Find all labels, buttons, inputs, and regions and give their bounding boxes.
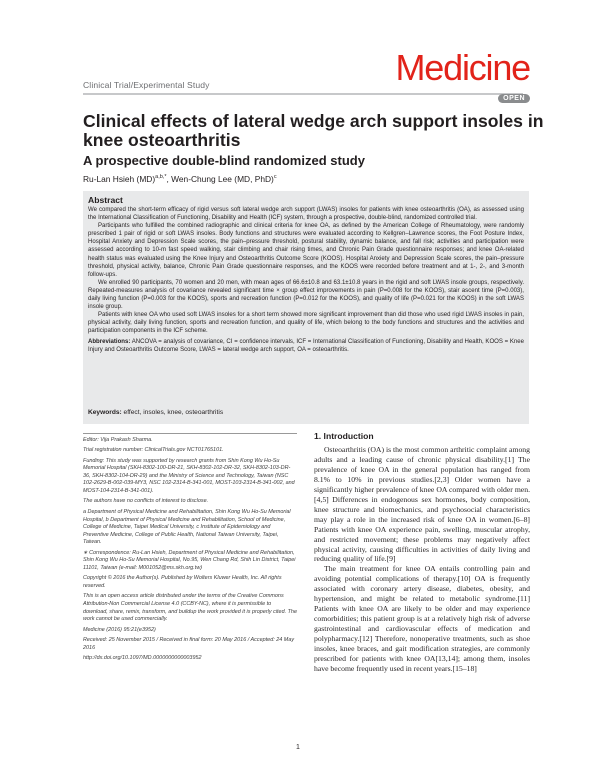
open-access-badge: OPEN (498, 94, 530, 103)
keywords-label: Keywords: (88, 409, 122, 416)
abbreviations-label: Abbreviations: (88, 338, 131, 345)
keywords-text: effect, insoles, knee, osteoarthritis (121, 409, 224, 416)
page-number: 1 (296, 744, 300, 751)
journal-brand (395, 47, 530, 102)
section-divider (83, 93, 523, 95)
article-subtitle: A prospective double-blind randomized study (83, 153, 365, 168)
author-affiliation-mark: c (273, 174, 277, 181)
abbreviations-text: ANCOVA = analysis of covariance, CI = confidence intervals, ICF = International Classification of Functioning, Disability and Health, KOOS = Knee Injury and Osteoarthritis Outcome Score, LWAS = lateral wedge arch support, OA = osteoarthritis. (88, 338, 524, 353)
abstract-paragraph: We compared the short-term efficacy of rigid versus soft lateral wedge arch support (LWAS) insoles for patients with knee osteoarthritis (OA), as assessed using the International Classification of Functioning, Disability and Health (ICF) system, through a prospective, double-blind, randomized controlled trial. (88, 207, 524, 222)
footnote-divider (83, 433, 297, 434)
abstract-box (83, 191, 529, 424)
abbreviations (88, 338, 524, 354)
author-list (83, 174, 277, 184)
abstract-heading: Abstract (88, 195, 123, 205)
body-column (314, 431, 530, 674)
author-name: , Wen-Chung Lee (MD, PhD) (166, 174, 274, 184)
footnote-license: This is an open access article distributed under the terms of the Creative Commons Attribution-Non Commercial License 4.0 (CCBY-NC), where it is permissible to download, share, remix, transform, and buildup the work provided it is properly cited. The work cannot be used commercially. (83, 593, 297, 623)
journal-logo: Medicine (395, 47, 530, 88)
article-title: Clinical effects of lateral wedge arch support insoles in knee osteoarthritis (83, 111, 544, 150)
footnote-trial: Trial registration number: ClinicalTrials.gov NCT01765101. (83, 447, 224, 454)
footnote-citation: Medicine (2016) 95:21(e3952) (83, 626, 156, 633)
footnote-copyright: Copyright © 2016 the Author(s). Published by Wolters Kluwer Health, Inc. All rights reserved. (83, 575, 282, 589)
author-name: Ru-Lan Hsieh (MD) (83, 174, 156, 184)
abstract-paragraph: We enrolled 90 participants, 70 women and 20 men, with mean ages of 66.6±10.8 and 63.1±10.8 years in the rigid and soft LWAS insole groups, respectively. Repeated-measures analysis of covariance revealed significant time × group effect improvements in pain (P=0.008 for the KOOS), stair ascent time (P=0.003), daily living function (P=0.003 for the KOOS), sports and recreation function (P=0.012 for the KOOS), and quality of life (P=0.021 for the KOOS) in the soft LWAS insole group. (88, 279, 524, 311)
footnote-affiliations: a Department of Physical Medicine and Rehabilitation, Shin Kong Wu Ho-Su Memorial Hospital, b Department of Physical Medicine and Rehabilitation, School of Medicine, College of Medicine, Taipei Medical University, c Institute of Epidemiology and Preventive Medicine, College of Public Health, National Taiwan University, Taipei, Taiwan. (83, 508, 291, 546)
footnote-editor: Editor: Vija Prakash Sharma. (83, 436, 153, 443)
footnote-doi-link[interactable]: http://dx.doi.org/10.1097/MD.0000000000003952 (83, 655, 202, 662)
author-affiliation-mark: a,b,* (155, 174, 167, 181)
abstract-paragraph: Patients with knee OA who used soft LWAS insoles for a short term showed more significant improvement than did those who used rigid LWAS insoles in pain, physical activity, daily living function, sports and recreation function, and quality of life, which belong to the body functions and structures and the activities and participation components in the ICF scheme. (88, 312, 524, 335)
footnotes-column (83, 437, 297, 666)
introduction-heading: 1. Introduction (314, 431, 374, 441)
abstract-paragraph: Participants who fulfilled the combined radiographic and clinical criteria for knee OA, as defined by the American College of Rheumatology, were randomly prescribed 1 pair of rigid or soft LWAS insoles. Body functions and structures were evaluated according to Kellgren–Lawrence scores, the Foot Posture Index, Hospital Anxiety and Depression Scale scores, the pain–pressure threshold, postural stability, dynamic balance, and fall risk; activities and participation were assessed according to 10-m fast speed walking, stair climbing and chair rising times, and Chronic Pain Grade questionnaire responses; and knee OA-related health status was evaluated using the Knee Injury and Osteoarthritis Outcome Score (KOOS). Hospital Anxiety and Depression Scale scores, the pain–pressure threshold, physical activity, balance, Chronic Pain Grade questionnaire responses, and the KOOS were recorded before treatment and at 1-, 2-, and 3-month follow-ups. (88, 223, 524, 278)
keywords (88, 409, 223, 416)
body-paragraph: Osteoarthritis (OA) is the most common arthritic complaint among adults and a leading cause of chronic physical disability.[1] The prevalence of knee OA in the general population has ranged from 8.1% to 10% in previous studies.[2,3] Older women have a significantly higher prevalence of knee OA compared with older men.[4,5] Differences in endogenous sex hormones, body composition, knee structure and biomechanics, and psychosocial characteristics may play a role in the increased risk of knee OA in women.[6–8] Patients with knee OA experience pain, swelling, muscular atrophy, and restricted movement; these problems may negatively affect physical activity, causing difficulties in activities of daily living and reducing quality of life.[9] (314, 445, 530, 564)
footnote-conflicts: The authors have no conflicts of interest to disclose. (83, 498, 209, 505)
body-paragraph: The main treatment for knee OA entails controlling pain and avoiding potential complications of therapy.[10] OA is frequently associated with coronary artery disease, diabetes, obesity, and hypertension, and might be related to metabolic syndrome.[11] Patients with knee OA are likely to be older and may experience comorbidities; this patient group is at a relatively high risk of adverse gastrointestinal and cardiovascular effects of medication and polypharmacy.[12] Therefore, nonoperative treatments, such as shoe insoles, knee braces, and gait modification strategies, are commonly prescribed for patients with knee OA[13,14]; among them, insoles have become frequently used in recent years.[15–18] (314, 564, 530, 673)
section-label: Clinical Trial/Experimental Study (83, 80, 210, 90)
footnote-dates: Received: 25 November 2015 / Received in final form: 20 May 2016 / Accepted: 24 May 2016 (83, 637, 295, 651)
footnote-correspondence: ∗ Correspondence: Ru-Lan Hsieh, Department of Physical Medicine and Rehabilitation, Shin Kong Wu Ho-Su Memorial Hospital, No.95, Wen Chang Rd, Shih Lin District, Taipei 11101, Taiwan (e-mail: M001052@ms.skh.org.tw) (83, 549, 296, 571)
footnote-funding: Funding: This study was supported by research grants from Shin Kong Wu Ho-Su Memorial Hospital (SKH-8302-100-DR-21, SKH-8302-102-DR-32, SKH-8302-103-DR-36, SKH-8302-104-DR-29) and the Ministry of Science and Technology, Taiwan (NSC 102-2629-B-002-039-MY3, NSC 102-2314-B-341-001, MOST-103-2314-B-341-002, and MOST-104-2314-B-341-001). (83, 457, 295, 494)
